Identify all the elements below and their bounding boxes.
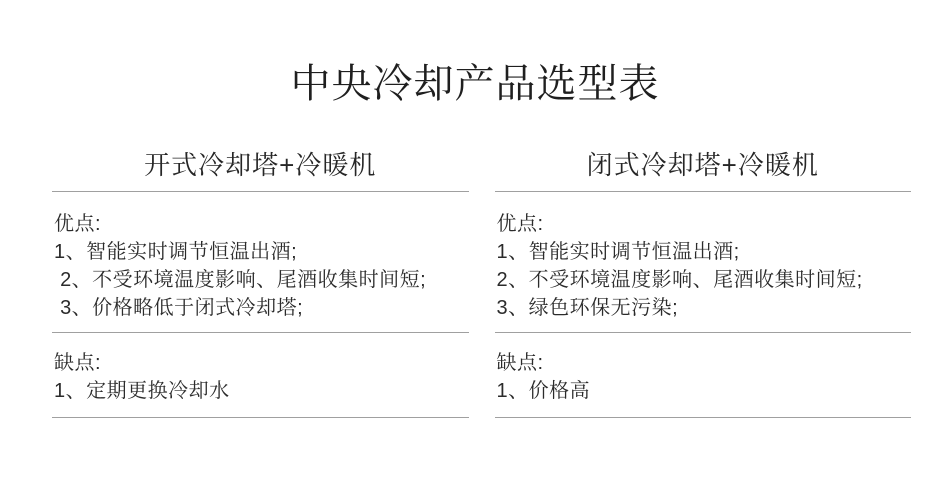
cons-label: 缺点: xyxy=(54,352,102,374)
cons-item: 1、定期更换冷却水 xyxy=(54,380,230,402)
cons-item: 1、价格高 xyxy=(496,380,591,402)
comparison-columns xyxy=(52,152,911,418)
pros-item: 1、智能实时调节恒温出酒; xyxy=(54,241,298,263)
closed-pros-section xyxy=(495,192,912,333)
pros-item: 3、绿色环保无污染; xyxy=(496,297,679,319)
column-closed-header: 闭式冷却塔+冷暖机 xyxy=(495,152,912,192)
pros-item: 2、不受环境温度影响、尾酒收集时间短; xyxy=(496,269,863,291)
pros-item: 2、不受环境温度影响、尾酒收集时间短; xyxy=(54,269,427,291)
column-closed-cooling-tower xyxy=(495,152,912,418)
closed-cons-section xyxy=(495,333,912,418)
open-pros-section xyxy=(52,192,469,333)
column-open-cooling-tower xyxy=(52,152,469,418)
pros-label: 优点: xyxy=(54,213,102,235)
page-title: 中央冷却产品选型表 xyxy=(290,62,660,106)
pros-item: 3、价格略低于闭式冷却塔; xyxy=(54,297,304,319)
pros-item: 1、智能实时调节恒温出酒; xyxy=(496,241,740,263)
pros-label: 优点: xyxy=(496,213,544,235)
column-open-header: 开式冷却塔+冷暖机 xyxy=(52,152,469,192)
cons-label: 缺点: xyxy=(496,352,544,374)
open-cons-section xyxy=(52,333,469,418)
